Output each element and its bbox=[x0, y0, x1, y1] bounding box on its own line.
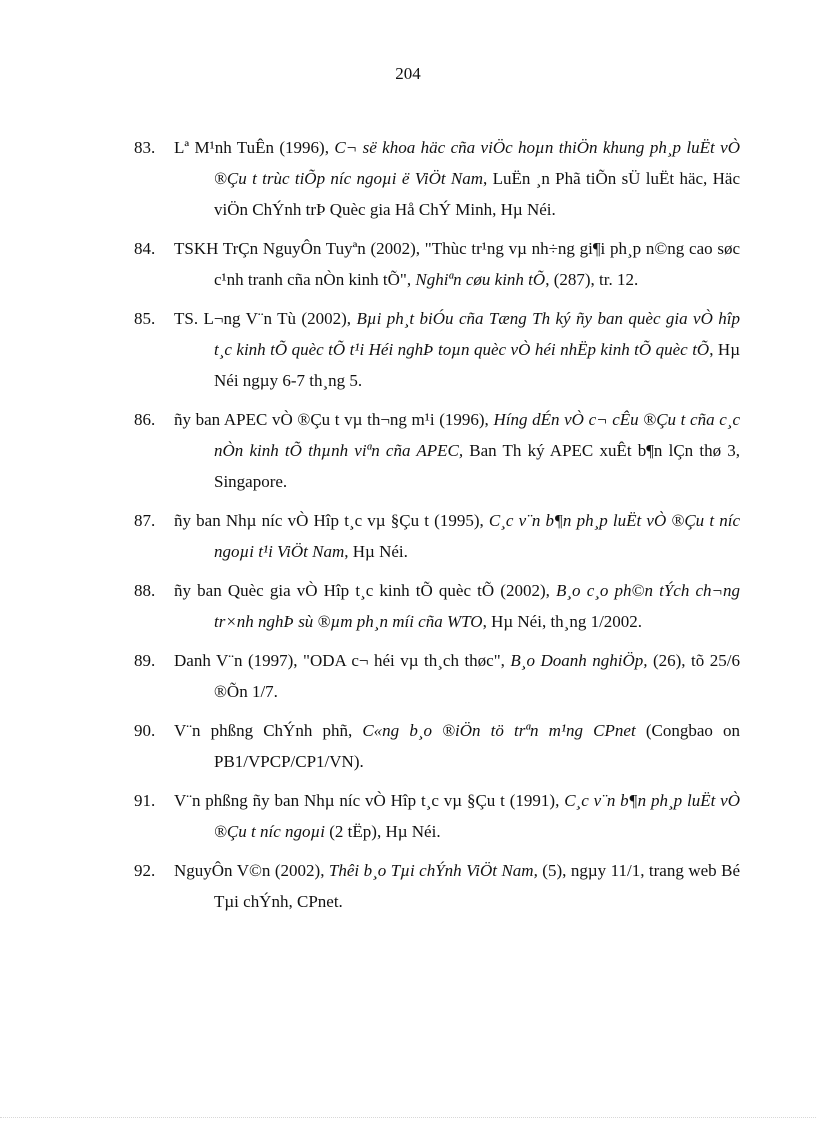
reference-title: Híng dÉn vÒ c¬ cÊu ®Çu t cña c¸c nÒn kinh tÕ thµnh viªn cña APEC, bbox=[214, 410, 740, 460]
reference-item bbox=[134, 575, 740, 637]
reference-item bbox=[134, 785, 740, 847]
reference-text bbox=[174, 785, 740, 847]
reference-text bbox=[174, 575, 740, 637]
reference-list bbox=[134, 132, 740, 925]
reference-number: 88. bbox=[134, 581, 156, 600]
reference-title: C¬ së khoa häc cña viÖc hoµn thiÖn khung ph¸p luËt vÒ ®Çu t trùc tiÕp níc ngoµi ë ViÖt Nam bbox=[214, 138, 740, 188]
reference-text bbox=[174, 715, 740, 777]
reference-item bbox=[134, 404, 740, 497]
reference-segment: , LuËn ¸n Phã tiÕn sÜ luËt häc, Häc viÖn ChÝnh trÞ Quèc gia Hå ChÝ Minh, Hµ Néi. bbox=[214, 169, 740, 219]
reference-text bbox=[174, 855, 740, 917]
reference-number: 86. bbox=[134, 410, 156, 429]
reference-text bbox=[174, 132, 740, 225]
reference-number: 92. bbox=[134, 861, 156, 880]
reference-number: 83. bbox=[134, 138, 156, 157]
reference-segment: V¨n phßng ñy ban Nhµ níc vÒ Hîp t¸c vµ §Çu t (1991), bbox=[174, 791, 565, 810]
reference-title: C¸c v¨n b¶n ph¸p luËt vÒ ®Çu t níc ngoµi t¹i ViÖt Nam bbox=[214, 511, 740, 561]
reference-title: Thêi b¸o Tµi chÝnh ViÖt Nam, bbox=[328, 861, 538, 880]
reference-segment: , Hµ Néi, th¸ng 1/2002. bbox=[482, 612, 643, 631]
reference-segment: ñy ban Nhµ níc vÒ Hîp t¸c vµ §Çu t (1995), bbox=[174, 511, 489, 530]
reference-number: 89. bbox=[134, 651, 156, 670]
reference-item bbox=[134, 645, 740, 707]
reference-segment: , Hµ Néi ngµy 6-7 th¸ng 5. bbox=[214, 340, 740, 390]
reference-title: Bµi ph¸t biÓu cña Tæng Th ký ñy ban quèc gia vÒ hîp t¸c kinh tÕ quèc tÕ t¹i Héi nghÞ toµn quèc vÒ héi nhËp kinh tÕ quèc tÕ bbox=[214, 309, 741, 359]
reference-segment: TSKH TrÇn NguyÔn Tuyªn (2002), "Thùc tr¹ng vµ nh÷ng gi¶i ph¸p n©ng cao søc c¹nh tranh cña nÒn kinh tÕ", bbox=[174, 239, 740, 289]
reference-segment: ñy ban APEC vÒ ®Çu t vµ th¬ng m¹i (1996), bbox=[174, 410, 494, 429]
reference-segment: V¨n phßng ChÝnh phñ, bbox=[174, 721, 363, 740]
reference-segment: (2 tËp), Hµ Néi. bbox=[325, 822, 441, 841]
reference-number: 84. bbox=[134, 239, 156, 258]
reference-item bbox=[134, 132, 740, 225]
reference-title: Nghiªn cøu kinh tÕ bbox=[415, 270, 546, 289]
reference-segment: Danh V¨n (1997), "ODA c¬ héi vµ th¸ch thøc", bbox=[174, 651, 511, 670]
reference-text bbox=[174, 645, 740, 707]
reference-item bbox=[134, 715, 740, 777]
reference-item bbox=[134, 505, 740, 567]
reference-segment: , Hµ Néi. bbox=[344, 542, 408, 561]
reference-number: 85. bbox=[134, 309, 156, 328]
reference-segment: (5), ngµy 11/1, trang web Bé Tµi chÝnh, CPnet. bbox=[214, 861, 740, 911]
reference-item bbox=[134, 855, 740, 917]
reference-segment: NguyÔn V©n (2002), bbox=[174, 861, 329, 880]
reference-segment: ñy ban Quèc gia vÒ Hîp t¸c kinh tÕ quèc tÕ (2002), bbox=[174, 581, 556, 600]
reference-text bbox=[174, 505, 740, 567]
reference-item bbox=[134, 303, 740, 396]
reference-segment: Lª M¹nh TuÊn (1996), bbox=[174, 138, 335, 157]
reference-text bbox=[174, 233, 740, 295]
reference-number: 91. bbox=[134, 791, 156, 810]
reference-segment: TS. L¬ng V¨n Tù (2002), bbox=[174, 309, 357, 328]
reference-item bbox=[134, 233, 740, 295]
bottom-divider bbox=[0, 1117, 816, 1118]
reference-segment: Ban Th ký APEC xuÊt b¶n lÇn thø 3, Singapore. bbox=[214, 441, 740, 491]
reference-title: B¸o c¸o ph©n tÝch ch¬ng tr×nh nghÞ sù ®µm ph¸n míi cña WTO bbox=[214, 581, 740, 631]
reference-title: C«ng b¸o ®iÖn tö trªn m¹ng CPnet bbox=[362, 721, 636, 740]
reference-segment: (26), tõ 25/6 ®Õn 1/7. bbox=[214, 651, 740, 701]
reference-segment: (Congbao on PB1/VPCP/CP1/VN). bbox=[214, 721, 740, 771]
reference-text bbox=[174, 404, 740, 497]
reference-segment: , (287), tr. 12. bbox=[545, 270, 639, 289]
reference-title: C¸c v¨n b¶n ph¸p luËt vÒ ®Çu t níc ngoµi bbox=[214, 791, 740, 841]
reference-title: B¸o Doanh nghiÖp, bbox=[510, 651, 648, 670]
reference-text bbox=[174, 303, 740, 396]
reference-number: 90. bbox=[134, 721, 156, 740]
reference-number: 87. bbox=[134, 511, 156, 530]
page-number: 204 bbox=[395, 64, 421, 83]
